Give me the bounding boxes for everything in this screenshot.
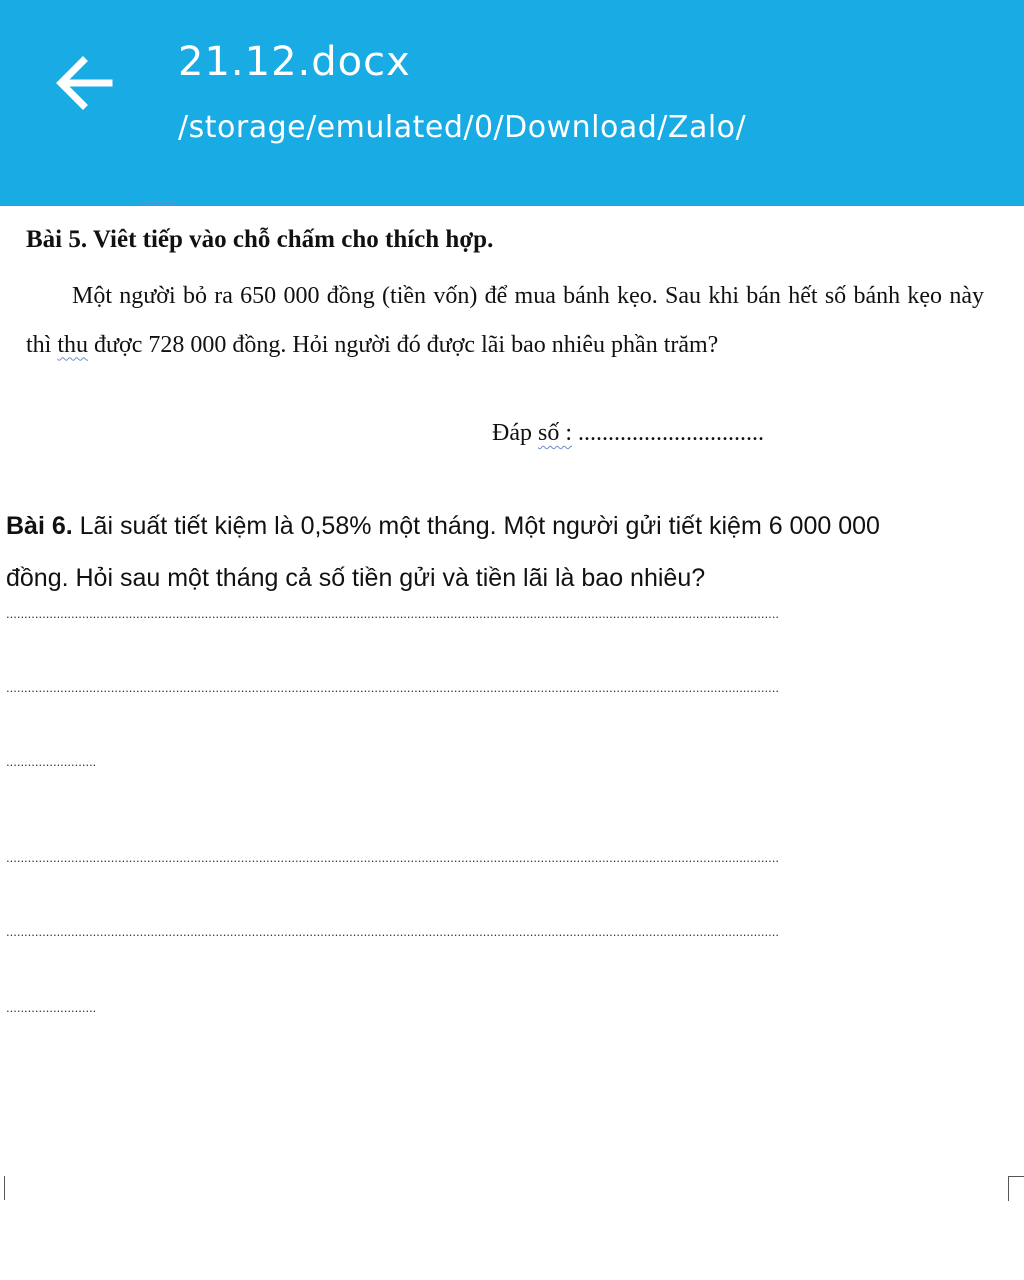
exercise-5-text xyxy=(26,272,984,369)
file-title: 21.12.docx xyxy=(178,39,411,85)
exercise-6-label: Bài 6. xyxy=(6,512,73,540)
answer-dot-line-6: ......................... xyxy=(6,1000,97,1015)
exercise-5-text-thu: thu xyxy=(57,331,89,358)
answer-dot-line-5: ...................................................................................................................................................................................................................... xyxy=(6,924,779,939)
exercise-5-heading: Bài 5. Viêt tiếp vào chỗ chấm cho thích hợp. xyxy=(26,226,494,253)
file-path: /storage/emulated/0/Download/Zalo/ xyxy=(178,110,747,145)
answer-blank: ............................... xyxy=(572,420,764,446)
answer-label: Đáp xyxy=(492,420,538,446)
exercise-6-text xyxy=(6,500,1006,604)
exercise-6-line-1-text: Lãi suất tiết kiệm là 0,58% một tháng. Một người gửi tiết kiệm 6 000 000 xyxy=(72,512,880,540)
answer-dot-line-1: ...................................................................................................................................................................................................................... xyxy=(6,606,779,621)
arrow-left-icon xyxy=(53,55,113,111)
exercise-6-line-2: đồng. Hỏi sau một tháng cả số tiền gửi và tiền lãi là bao nhiêu? xyxy=(6,564,706,592)
answer-so: số : xyxy=(537,420,572,446)
app-bar xyxy=(0,0,1024,206)
page-corner-right xyxy=(1008,1176,1024,1201)
back-button[interactable] xyxy=(44,44,122,122)
answer-dot-line-4: ...................................................................................................................................................................................................................... xyxy=(6,850,779,865)
answer-dot-line-3: ......................... xyxy=(6,754,97,769)
exercise-6-line-1 xyxy=(6,500,1006,552)
page-corner-left xyxy=(0,1176,5,1200)
exercise-5-text-a: Một người bỏ ra 650 000 đồng (tiền vốn) để mua bánh kẹo. Sau khi bán hết số bánh kẹo này thì xyxy=(26,283,984,358)
document-page[interactable] xyxy=(0,206,1024,1280)
answer-dot-line-2: ...................................................................................................................................................................................................................... xyxy=(6,680,779,695)
exercise-5-answer xyxy=(492,420,764,447)
exercise-5-text-b: được 728 000 đồng. Hỏi người đó được lãi bao nhiêu phần trăm? xyxy=(88,331,719,358)
spellcheck-mark xyxy=(142,200,178,206)
